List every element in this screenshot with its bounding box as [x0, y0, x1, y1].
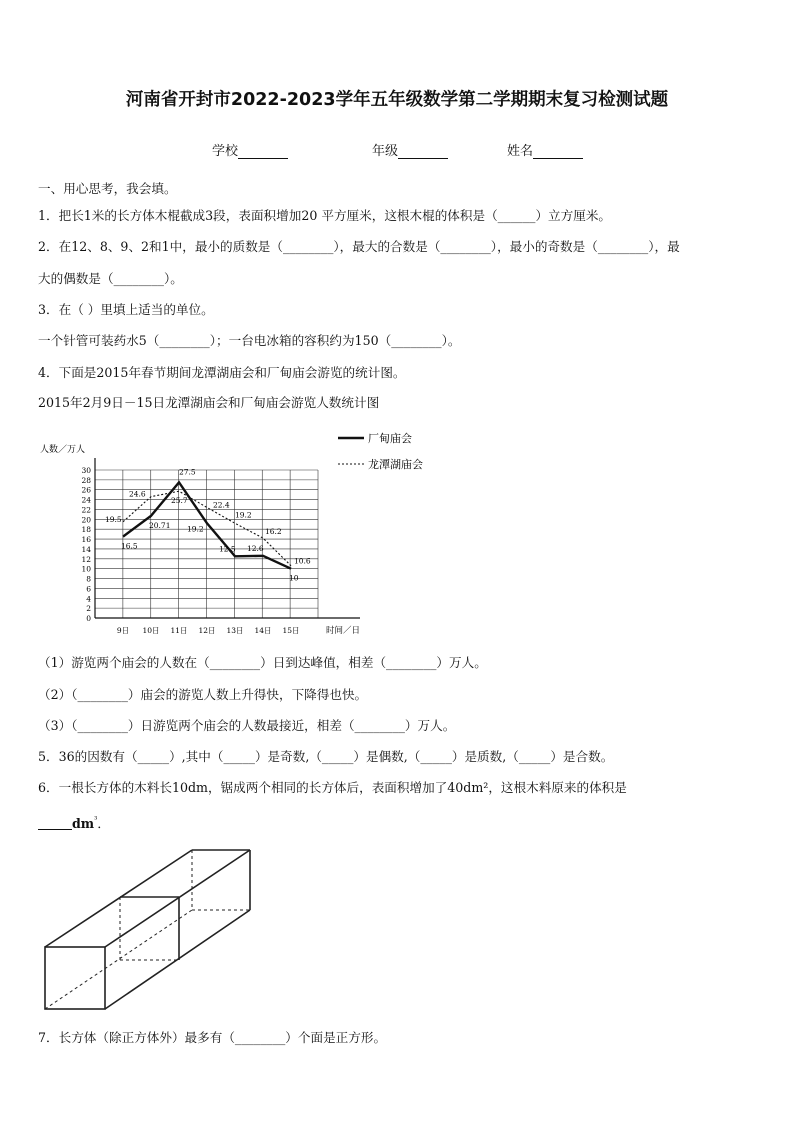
x-tick-label: 9日	[116, 626, 130, 635]
question-6-unit: dm	[72, 816, 95, 831]
question-3: 3．在（ ）里填上适当的单位。	[38, 302, 214, 317]
question-5: 5．36的因数有（_____）,其中（_____）是奇数,（_____）是偶数,（_____）是质数,（_____）是合数。	[38, 749, 614, 764]
chart-series	[105, 467, 311, 582]
x-tick-label: 14日	[254, 626, 272, 635]
data-label: 27.5	[179, 467, 196, 477]
school-field[interactable]	[212, 140, 288, 159]
y-tick-label: 4	[86, 594, 91, 604]
data-label: 19.5	[105, 514, 122, 524]
legend-label: 龙潭湖庙会	[368, 458, 423, 471]
y-tick-label: 18	[81, 525, 91, 535]
x-tick-label: 11日	[170, 626, 188, 635]
y-tick-label: 10	[81, 564, 91, 574]
y-tick-label: 8	[86, 574, 91, 584]
x-tick-label: 13日	[226, 626, 244, 635]
data-label: 19.2	[187, 524, 204, 534]
y-tick-label: 26	[81, 485, 91, 495]
legend-label: 厂甸庙会	[368, 432, 412, 445]
chart-x-ticks	[117, 626, 300, 635]
question-6-unit-sup: ³	[94, 815, 98, 824]
question-7: 7．长方体（除正方体外）最多有（________）个面是正方形。	[38, 1030, 387, 1045]
y-tick-label: 2	[86, 604, 91, 614]
question-4: 4．下面是2015年春节期间龙潭湖庙会和厂甸庙会游览的统计图。	[38, 365, 406, 380]
question-2-line-2: 大的偶数是（________）。	[38, 271, 183, 286]
x-tick-label: 15日	[282, 626, 300, 635]
data-label: 10.6	[294, 556, 311, 566]
data-label: 12.6	[247, 543, 264, 553]
chart-y-axis-label: 人数／万人	[40, 445, 86, 455]
question-6-line-2	[38, 811, 110, 833]
data-label: 10	[289, 573, 299, 583]
cuboid-front-face	[45, 947, 105, 1009]
data-label: 19.2	[235, 510, 252, 520]
y-tick-label: 14	[81, 544, 91, 554]
name-label: 姓名	[507, 144, 534, 159]
chart-y-ticks	[81, 466, 91, 623]
question-4-part-2: （2）（________）庙会的游览人数上升得快，下降得也快。	[38, 687, 368, 702]
x-tick-label: 10日	[142, 626, 160, 635]
data-label: 20.71	[149, 520, 171, 530]
question-6-end: ．	[97, 816, 110, 831]
grade-blank[interactable]	[398, 144, 448, 159]
question-6-answer-blank[interactable]	[38, 817, 72, 830]
data-label: 25.7	[171, 496, 188, 506]
student-info-row	[0, 140, 794, 160]
question-3-body: 一个针管可装药水5（________）；一台电冰箱的容积约为150（________）。	[38, 333, 461, 348]
data-label: 22.4	[213, 500, 230, 510]
chart-caption: 2015年2月9日－15日龙潭湖庙会和厂甸庙会游览人数统计图	[38, 395, 380, 410]
question-1: 1．把长1米的长方体木棍截成3段，表面积增加20 平方厘米，这根木棍的体积是（______）立方厘米。	[38, 208, 612, 223]
section-heading: 一、用心思考，我会填。	[38, 181, 177, 196]
chart-x-axis-label: 时间／日	[326, 626, 361, 636]
school-label: 学校	[212, 144, 239, 159]
school-blank[interactable]	[238, 144, 288, 159]
question-6-line-1: 6．一根长方体的木料长10dm，锯成两个相同的长方体后，表面积增加了40dm²，这根木料原来的体积是	[38, 780, 627, 795]
y-tick-label: 22	[81, 505, 91, 515]
y-tick-label: 30	[81, 466, 91, 475]
y-tick-label: 6	[86, 584, 91, 594]
page-title: 河南省开封市2022-2023学年五年级数学第二学期期末复习检测试题	[125, 90, 669, 110]
question-4-part-1: （1）游览两个庙会的人数在（________）日到达峰值，相差（________）万人。	[38, 655, 487, 670]
y-tick-label: 12	[81, 554, 91, 564]
grade-field[interactable]	[372, 140, 448, 159]
data-label: 12.5	[219, 544, 236, 554]
question-2-line-1: 2．在12、8、9、2和1中，最小的质数是（________），最大的合数是（________），最小的奇数是（________），最	[38, 239, 680, 254]
y-tick-label: 0	[86, 614, 91, 623]
name-blank[interactable]	[533, 144, 583, 159]
y-tick-label: 28	[81, 475, 91, 485]
grade-label: 年级	[372, 144, 399, 159]
name-field[interactable]	[507, 140, 583, 159]
data-label: 24.6	[129, 489, 146, 499]
y-tick-label: 16	[81, 535, 91, 545]
y-tick-label: 24	[81, 495, 91, 505]
x-tick-label: 12日	[198, 626, 216, 635]
chart-axes	[95, 458, 360, 618]
data-label: 16.2	[265, 527, 282, 537]
question-4-part-3: （3）（________）日游览两个庙会的人数最接近，相差（________）万人。	[38, 718, 456, 733]
y-tick-label: 20	[81, 515, 91, 525]
chart-legend	[338, 431, 423, 471]
cuboid-figure	[38, 838, 256, 1016]
data-label: 16.5	[121, 541, 138, 551]
line-chart	[38, 418, 438, 646]
